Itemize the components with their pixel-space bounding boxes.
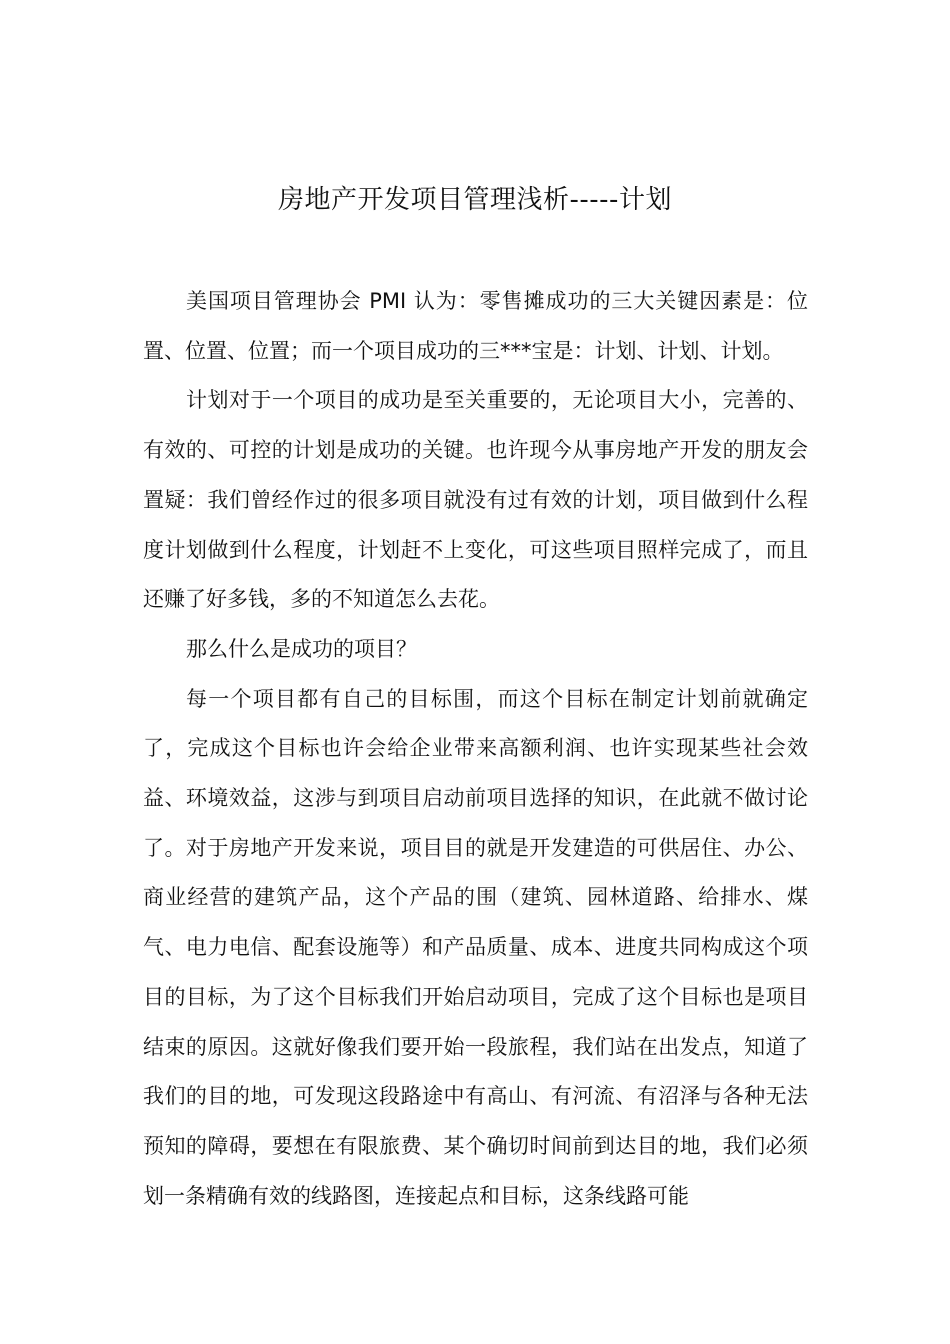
document-body xyxy=(143,277,808,1221)
paragraph-question: 那么什么是成功的项目？ xyxy=(186,636,417,661)
paragraph-project-goal: 每一个项目都有自己的目标围，而这个目标在制定计划前就确定了，完成这个目标也许会给企业带来高额利润、也许实现某些社会效益、环境效益，这涉与到项目启动前项目选择的知识，在此就不做讨论了。对于房地产开发来说，项目目的就是开发建造的可供居住、办公、商业经营的建筑产品，这个产品的围（建筑、园林道路、给排水、煤气、电力电信、配套设施等）和产品质量、成本、进度共同构成这个项目的目标，为了这个目标我们开始启动项目，完成了这个目标也是项目结束的原因。这就好像我们要开始一段旅程，我们站在出发点，知道了我们的目的地，可发现这段路途中有高山、有河流、有沼泽与各种无法预知的障碍，要想在有限旅费、某个确切时间前到达目的地，我们必须划一条精确有效的线路图，连接起点和目标，这条线路可能 xyxy=(143,686,808,1208)
paragraph-plan-importance: 计划对于一个项目的成功是至关重要的，无论项目大小，完善的、有效的、可控的计划是成功的关键。也许现今从事房地产开发的朋友会置疑：我们曾经作过的很多项目就没有过有效的计划，项目做到什么程度计划做到什么程度，计划赶不上变化，可这些项目照样完成了，而且还赚了好多钱，多的不知道怎么去花。 xyxy=(143,388,808,612)
paragraph-pmi: 美国项目管理协会 PMI 认为：零售摊成功的三大关键因素是：位置、位置、位置；而一个项目成功的三***宝是：计划、计划、计划。 xyxy=(143,289,808,363)
document-title: 房地产开发项目管理浅析-----计划 xyxy=(278,185,672,215)
